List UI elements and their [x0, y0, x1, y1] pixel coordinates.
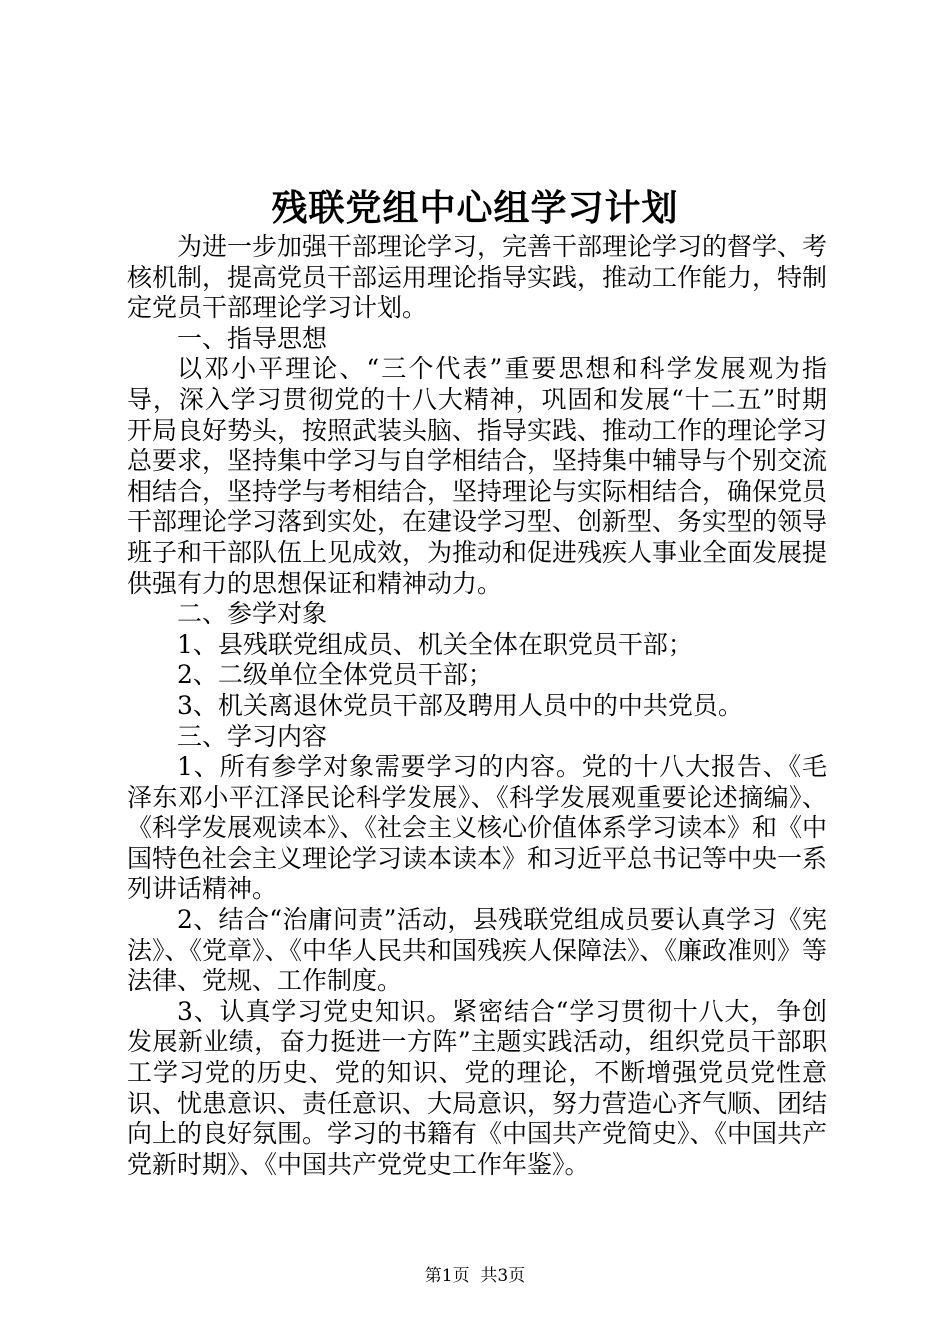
- study-content-item-2: 2、结合“治庸问责”活动，县残联党组成员要认真学习《宪法》、《党章》、《中华人民共和国残疾人保障法》、《廉政准则》等法律、党规、工作制度。: [127, 905, 828, 996]
- study-content-item-1: 1、所有参学对象需要学习的内容。党的十八大报告、《毛泽东邓小平江泽民论科学发展》、《科学发展观重要论述摘编》、《科学发展观读本》、《社会主义核心价值体系学习读本》和《中国特色社会主义理论学习读本读本》和习近平总书记等中央一系列讲话精神。: [127, 752, 828, 904]
- participant-item-3: 3、机关离退休党员干部及聘用人员中的中共党员。: [177, 690, 743, 720]
- guiding-ideology-paragraph: 以邓小平理论、“三个代表”重要思想和科学发展观为指导，深入学习贯彻党的十八大精神，巩固和发展“十二五”时期开局良好势头，按照武装头脑、指导实践、推动工作的理论学习总要求，坚持集中学习与自学相结合，坚持集中辅导与个别交流相结合，坚持学与考相结合，坚持理论与实际相结合，确保党员干部理论学习落到实处，在建设学习型、创新型、务实型的领导班子和干部队伍上见成效，为推动和促进残疾人事业全面发展提供强有力的思想保证和精神动力。: [127, 354, 828, 598]
- section-heading-participants: 二、参学对象: [177, 599, 328, 629]
- document-title: 残联党组中心组学习计划: [271, 187, 679, 229]
- participant-item-1: 1、县残联党组成员、机关全体在职党员干部；: [177, 629, 693, 659]
- section-heading-study-content: 三、学习内容: [177, 721, 328, 751]
- page-footer: [0, 1264, 950, 1288]
- study-content-item-3: 3、认真学习党史知识。紧密结合“学习贯彻十八大，争创发展新业绩，奋力挺进一方阵”主题实践活动，组织党员干部职工学习党的历史、党的知识、党的理论，不断增强党员党性意识、忧患意识、责任意识、大局意识，努力营造心齐气顺、团结向上的良好氛围。学习的书籍有《中国共产党简史》、《中国共产党新时期》、《中国共产党党史工作年鉴》。: [127, 996, 828, 1179]
- intro-paragraph: 为进一步加强干部理论学习，完善干部理论学习的督学、考核机制，提高党员干部运用理论指导实践，推动工作能力，特制定党员干部理论学习计划。: [127, 232, 828, 323]
- document-body: [127, 232, 827, 1180]
- participant-item-2: 2、二级单位全体党员干部；: [177, 660, 493, 690]
- page-number-text: 第1页 共3页: [424, 1266, 526, 1286]
- section-heading-guiding-ideology: 一、指导思想: [177, 323, 328, 353]
